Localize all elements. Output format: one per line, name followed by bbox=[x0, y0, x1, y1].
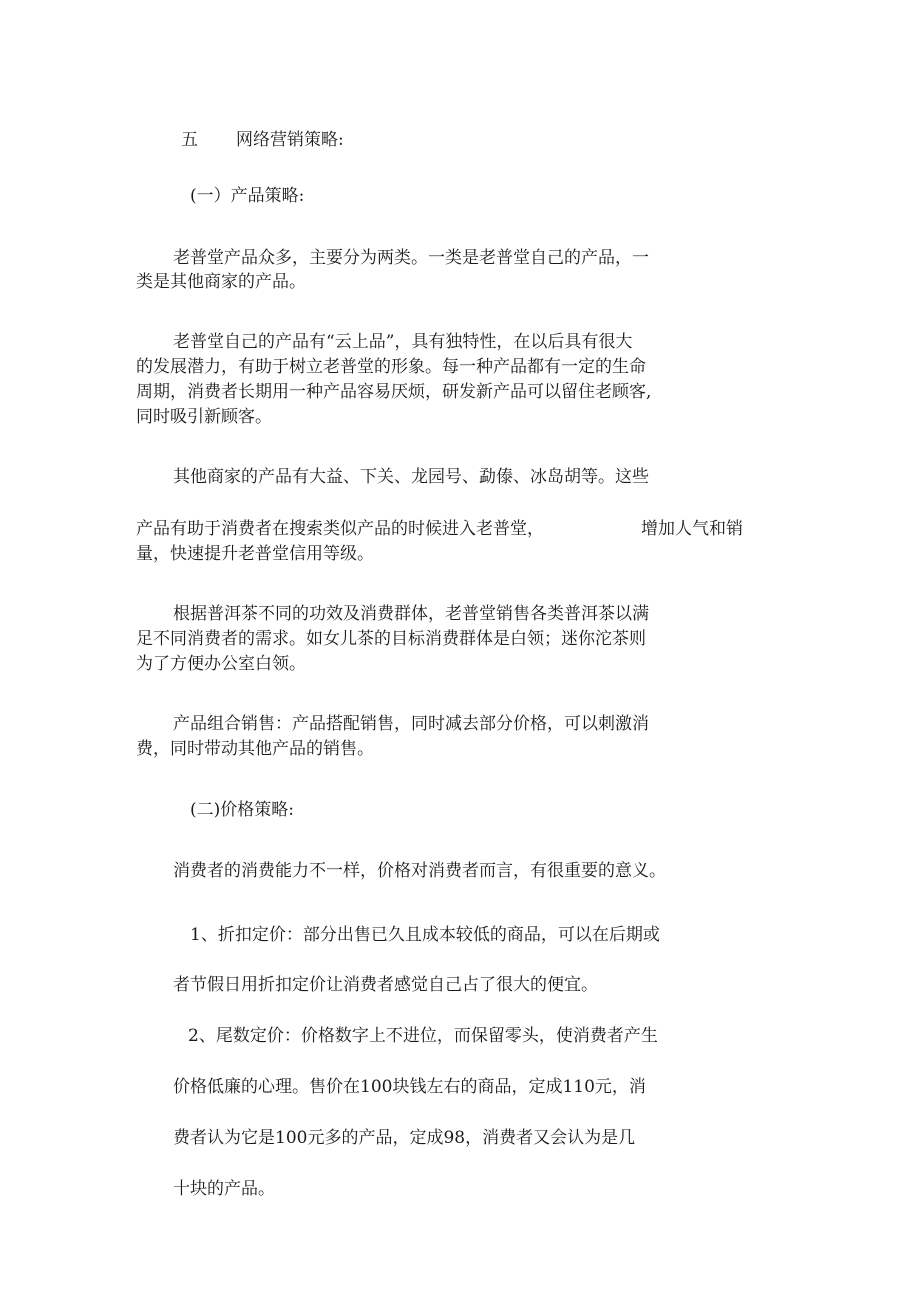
product-paragraph-4-line-1: 根据普洱茶不同的功效及消费群体，老普堂销售各类普洱茶以满 bbox=[173, 604, 649, 624]
product-paragraph-3-line-2a: 产品有助于消费者在搜索类似产品的时候进入老普堂， bbox=[136, 519, 544, 539]
price-strategy-heading: (二)价格策略: bbox=[190, 800, 294, 820]
product-paragraph-3-line-3: 量，快速提升老普堂信用等级。 bbox=[136, 544, 374, 564]
product-paragraph-4-line-3: 为了方便办公室白领。 bbox=[136, 654, 306, 674]
product-paragraph-2-line-3: 周期，消费者长期用一种产品容易厌烦，研发新产品可以留住老顾客, bbox=[136, 382, 652, 402]
product-paragraph-3-line-2b: 增加人气和销 bbox=[641, 519, 743, 539]
price-item-2-line-1: 2、尾数定价：价格数字上不进位，而保留零头，使消费者产生 bbox=[188, 1026, 658, 1046]
product-paragraph-2-line-2: 的发展潜力，有助于树立老普堂的形象。每一种产品都有一定的生命 bbox=[136, 357, 646, 377]
product-paragraph-1-line-1: 老普堂产品众多，主要分为两类。一类是老普堂自己的产品，一 bbox=[173, 248, 649, 268]
product-paragraph-4-line-2: 足不同消费者的需求。如女儿茶的目标消费群体是白领；迷你沱茶则 bbox=[136, 629, 646, 649]
product-paragraph-2-line-4: 同时吸引新顾客。 bbox=[136, 407, 272, 427]
product-paragraph-3-line-1: 其他商家的产品有大益、下关、龙园号、勐傣、冰岛胡等。这些 bbox=[173, 467, 649, 487]
section-title: 网络营销策略: bbox=[236, 130, 344, 150]
product-paragraph-1-line-2: 类是其他商家的产品。 bbox=[136, 272, 306, 292]
price-item-1-line-1: 1、折扣定价：部分出售已久且成本较低的商品，可以在后期或 bbox=[190, 925, 660, 945]
price-intro: 消费者的消费能力不一样，价格对消费者而言，有很重要的意义。 bbox=[173, 861, 666, 881]
price-item-2-line-4: 十块的产品。 bbox=[173, 1179, 275, 1199]
section-number: 五 bbox=[181, 130, 198, 150]
product-paragraph-5-line-1: 产品组合销售：产品搭配销售，同时减去部分价格，可以刺激消 bbox=[173, 714, 649, 734]
product-paragraph-2-line-1: 老普堂自己的产品有“云上品”，具有独特性，在以后具有很大 bbox=[173, 332, 633, 352]
product-strategy-heading: (一）产品策略: bbox=[190, 186, 305, 206]
price-item-2-line-2: 价格低廉的心理。售价在100块钱左右的商品，定成110元，消 bbox=[173, 1077, 646, 1097]
price-item-1-line-2: 者节假日用折扣定价让消费者感觉自己占了很大的便宜。 bbox=[173, 975, 598, 995]
price-item-2-line-3: 费者认为它是100元多的产品，定成98，消费者又会认为是几 bbox=[173, 1128, 636, 1148]
product-paragraph-5-line-2: 费，同时带动其他产品的销售。 bbox=[136, 739, 374, 759]
